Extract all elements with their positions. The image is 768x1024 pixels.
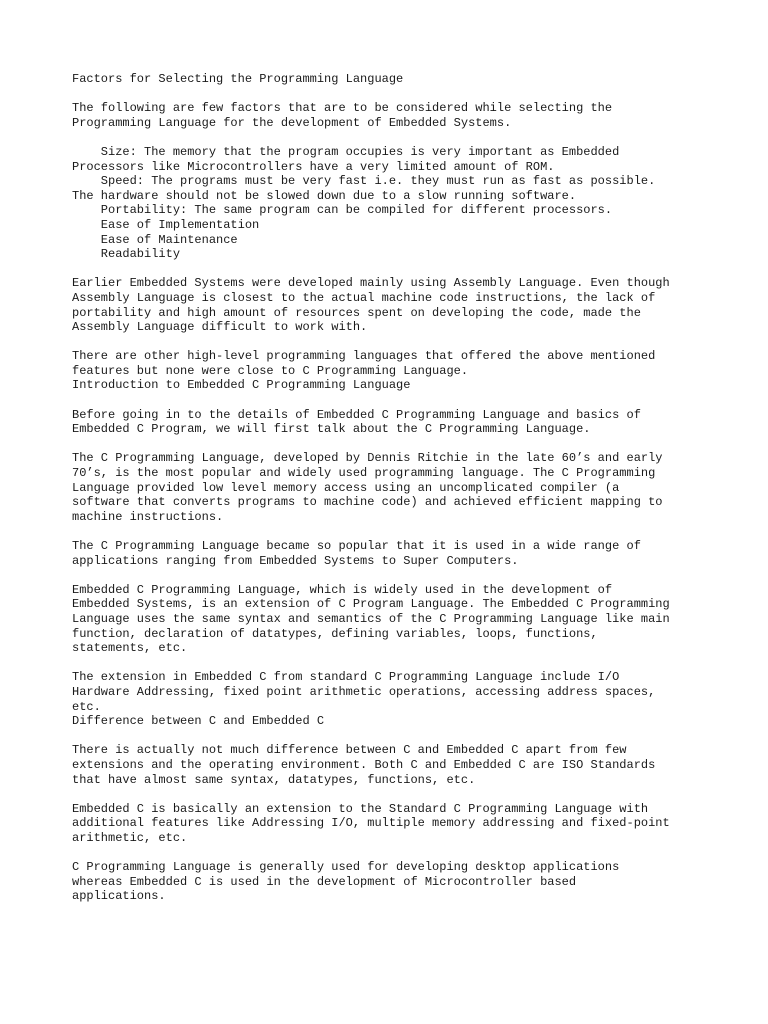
paragraph-gap [72,568,722,583]
text-line: Speed: The programs must be very fast i.e. they must run as fast as possible. [72,174,656,189]
text-line: Embedded C Programming Language, which is widely used in the development of [72,582,613,597]
text-line: applications. [72,889,166,904]
paragraph-gap [72,262,722,277]
text-line: Language uses the same syntax and semantics of the C Programming Language like main [72,611,670,626]
text-line: The C Programming Language became so popular that it is used in a wide range of [72,539,641,553]
text-line: There is actually not much difference between C and Embedded C apart from few [72,743,627,758]
text-block [72,802,722,846]
text-line: function, declaration of datatypes, defining variables, loops, functions, [72,626,598,641]
text-line: Assembly Language difficult to work with. [72,320,368,335]
text-line: Hardware Addressing, fixed point arithmetic operations, accessing address spaces, [72,684,656,699]
text-block [72,72,722,87]
text-line: Embedded C is basically an extension to the Standard C Programming Language with [72,801,649,816]
text-line: Difference between C and Embedded C [72,714,325,729]
text-line: Processors like Microcontrollers have a very limited amount of ROM. [72,159,555,174]
text-line: Before going in to the details of Embedded C Programming Language and basics of [72,407,641,422]
text-line: machine instructions. [72,509,224,524]
text-line: The hardware should not be slowed down due to a slow running software. [72,188,577,203]
text-line: applications ranging from Embedded Systems to Super Computers. [72,553,519,568]
text-line: statements, etc. [72,641,188,656]
text-block [72,349,722,393]
text-line: Earlier Embedded Systems were developed mainly using Assembly Language. Even though [72,276,670,291]
text-line: Programming Language for the development of Embedded Systems. [72,115,512,130]
paragraph-gap [72,729,722,744]
paragraph-gap [72,524,722,539]
document-page [72,72,722,904]
text-line: The extension in Embedded C from standard C Programming Language include I/O [72,670,620,685]
text-block [72,583,722,656]
text-line: The C Programming Language, developed by Dennis Ritchie in the late 60’s and early [72,451,663,466]
text-line: additional features like Addressing I/O, multiple memory addressing and fixed-point [72,816,670,831]
text-line: portability and high amount of resources spent on developing the code, made the [72,305,641,320]
paragraph-gap [72,393,722,408]
text-line: arithmetic, etc. [72,830,188,845]
text-block [72,860,722,904]
text-line: features but none were close to C Programming Language. [72,363,469,378]
text-line: 70’s, is the most popular and widely used programming language. The C Programming [72,466,656,481]
text-line: etc. [72,699,101,714]
text-line: The following are few factors that are to be considered while selecting the [72,101,613,116]
text-line: Introduction to Embedded C Programming Language [72,378,411,393]
text-line: C Programming Language is generally used for developing desktop applications [72,860,620,875]
text-line: Embedded C Program, we will first talk about the C Programming Language. [72,422,591,437]
text-line: There are other high-level programming languages that offered the above mentioned [72,349,656,364]
paragraph-gap [72,335,722,350]
text-line: extensions and the operating environment. Both C and Embedded C are ISO Standards [72,757,656,772]
text-line: whereas Embedded C is used in the development of Microcontroller based [72,874,577,889]
text-line: software that converts programs to machine code) and achieved efficient mapping to [72,495,663,510]
paragraph-gap [72,130,722,145]
paragraph-gap [72,87,722,102]
text-block [72,408,722,437]
text-block [72,276,722,334]
paragraph-gap [72,787,722,802]
text-line: Language provided low level memory access using an uncomplicated compiler (a [72,480,620,495]
text-line: Readability [72,247,181,262]
text-block [72,743,722,787]
text-line: that have almost same syntax, datatypes, functions, etc. [72,772,476,787]
text-line: Size: The memory that the program occupies is very important as Embedded [72,144,620,159]
paragraph-gap [72,656,722,671]
text-line: Portability: The same program can be compiled for different processors. [72,203,613,218]
text-line: Embedded Systems, is an extension of C Program Language. The Embedded C Programming [72,597,670,612]
text-line: Assembly Language is closest to the actual machine code instructions, the lack of [72,290,656,305]
text-block [72,145,722,262]
text-block [72,101,722,130]
text-line: Ease of Implementation [72,217,260,232]
text-block [72,451,722,524]
paragraph-gap [72,845,722,860]
text-block [72,670,722,728]
text-line: Ease of Maintenance [72,232,238,247]
text-line: Factors for Selecting the Programming Language [72,72,404,86]
paragraph-gap [72,437,722,452]
text-block [72,539,722,568]
